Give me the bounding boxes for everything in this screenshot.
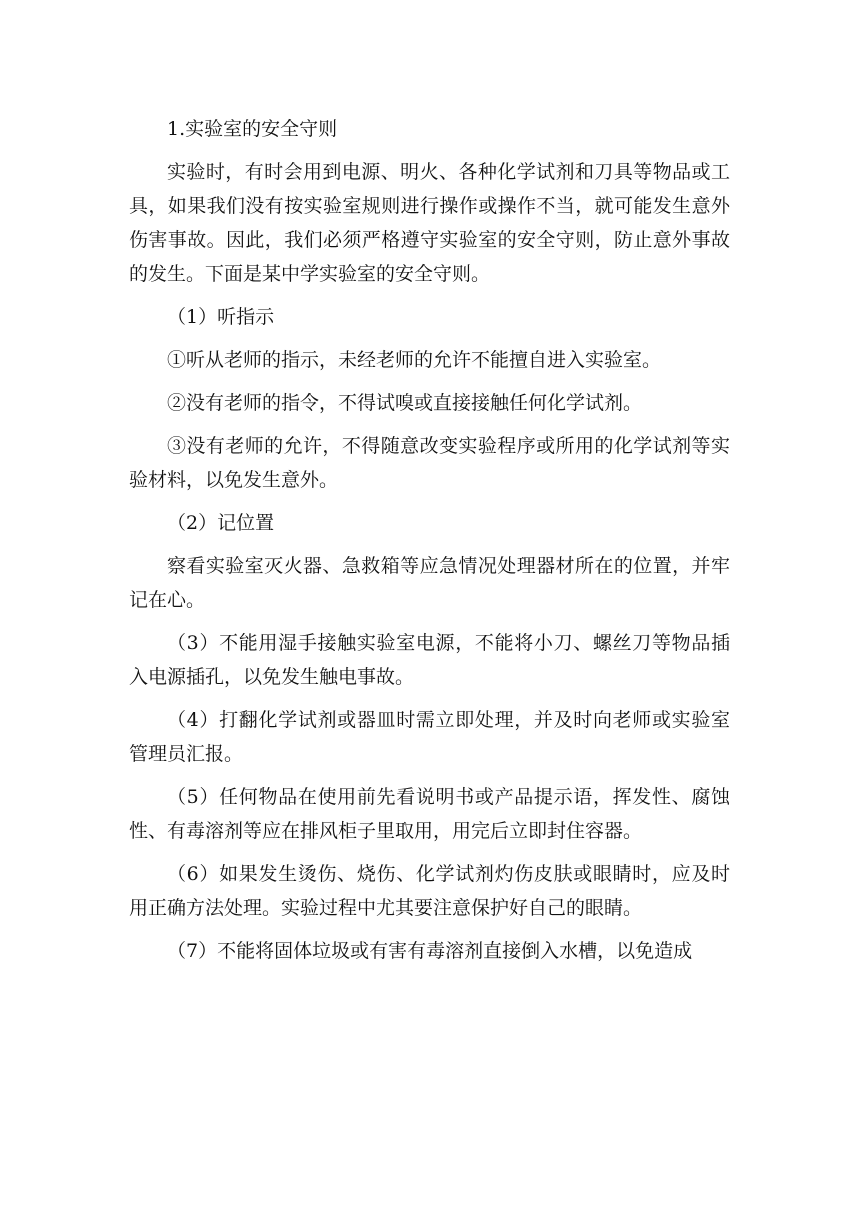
rule1-heading: （1）听指示 [167, 306, 275, 328]
rule3-paragraph: （3）不能用湿手接触实验室电源，不能将小刀、螺丝刀等物品插入电源插孔，以免发生触电事故。 [129, 632, 730, 688]
rule1-item3: ③没有老师的允许，不得随意改变实验程序或所用的化学试剂等实验材料，以免发生意外。 [129, 435, 730, 491]
rule4-paragraph: （4）打翻化学试剂或器皿时需立即处理，并及时向老师或实验室管理员汇报。 [129, 709, 730, 765]
rule2-text: 察看实验室灭火器、急救箱等应急情况处理器材所在的位置，并牢记在心。 [129, 555, 730, 611]
rule7-paragraph: （7）不能将固体垃圾或有害有毒溶剂直接倒入水槽，以免造成 [167, 940, 693, 962]
rule6-paragraph: （6）如果发生烫伤、烧伤、化学试剂灼伤皮肤或眼睛时，应及时用正确方法处理。实验过程中尤其要注意保护好自己的眼睛。 [129, 863, 730, 919]
rule5-paragraph: （5）任何物品在使用前先看说明书或产品提示语，挥发性、腐蚀性、有毒溶剂等应在排风柜子里取用，用完后立即封住容器。 [129, 786, 730, 842]
rule1-item2: ②没有老师的指令，不得试嗅或直接接触任何化学试剂。 [167, 392, 643, 414]
rule1-item1: ①听从老师的指示，未经老师的允许不能擅自进入实验室。 [167, 349, 662, 371]
intro-paragraph: 实验时，有时会用到电源、明火、各种化学试剂和刀具等物品或工具，如果我们没有按实验室规则进行操作或操作不当，就可能发生意外伤害事故。因此，我们必须严格遵守实验室的安全守则，防止意外事故的发生。下面是某中学实验室的安全守则。 [129, 161, 730, 285]
section-title: 1.实验室的安全守则 [167, 118, 338, 140]
rule2-heading: （2）记位置 [167, 512, 275, 534]
document-body [129, 112, 730, 977]
